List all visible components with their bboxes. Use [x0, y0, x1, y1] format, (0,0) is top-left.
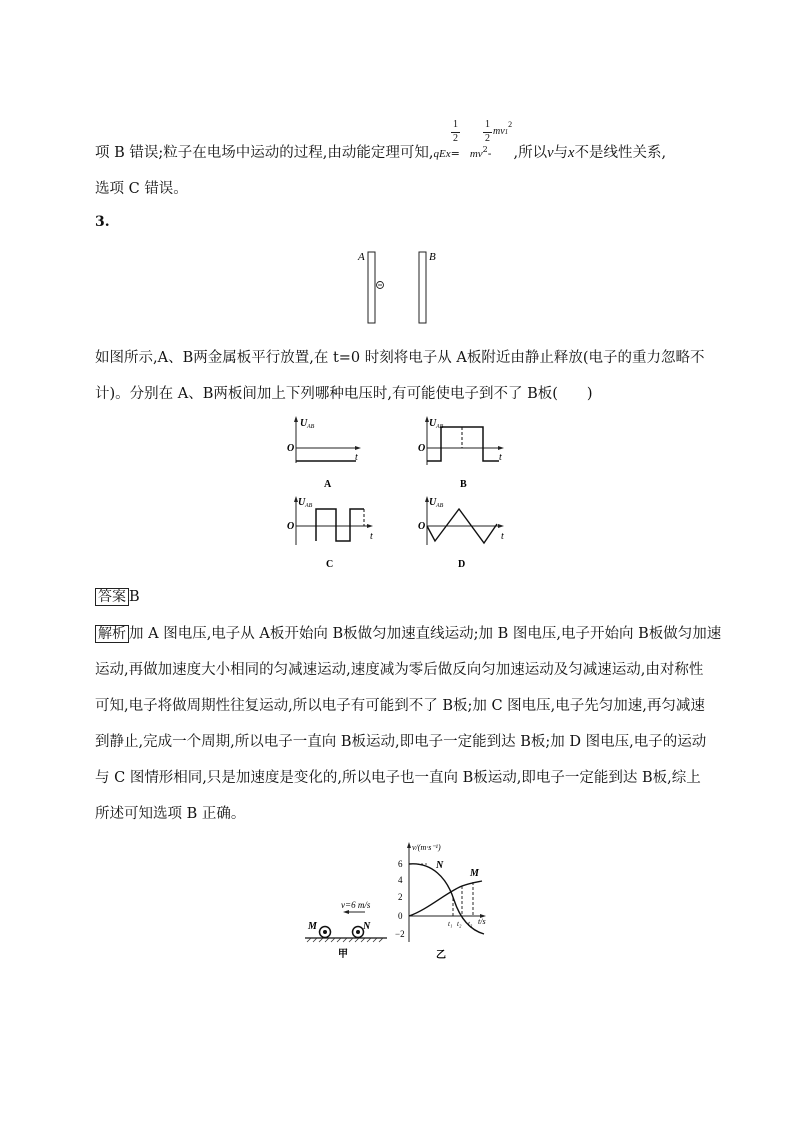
graph-d-t-arrow — [498, 524, 504, 528]
analysis-line2: 运动,再做加速度大小相同的匀减速运动,速度减为零后做反向匀加速运动及匀减速运动,由对称性 — [95, 662, 704, 678]
yi-curve-m — [409, 881, 482, 916]
yi-curve-m-label: M — [470, 868, 479, 879]
yi-tick-2: 2 — [398, 892, 403, 902]
graph-d-t-label: t — [501, 531, 504, 542]
yi-t2-label: t₂ — [457, 920, 462, 928]
graph-d-y-sub: AB — [436, 503, 444, 509]
figure-jia-caption: 甲 — [338, 949, 348, 960]
graph-option-a — [284, 413, 374, 493]
graph-a-t-arrow — [355, 446, 361, 450]
graph-b-caption: B — [460, 479, 467, 490]
graph-c-caption: C — [326, 559, 334, 570]
eq-equals: = — [450, 147, 460, 160]
yi-v-label: v/(m·s⁻¹) — [412, 843, 441, 852]
graph-a-t-label: t — [355, 452, 358, 463]
plate-b-label: B — [429, 251, 436, 263]
velocity-arrow-head — [343, 910, 349, 914]
graph-b-origin: O — [418, 443, 426, 454]
ball-m-center — [323, 930, 327, 934]
yi-t3-label: t₃ — [468, 920, 473, 928]
var-v: v — [547, 145, 554, 161]
answer-label: 答案 — [95, 588, 129, 606]
half-denominator-1: 2 — [453, 133, 458, 144]
eq-mv1 — [493, 120, 513, 137]
word-yu: 与 — [553, 145, 569, 161]
yi-tick-neg2: −2 — [395, 929, 405, 939]
graph-a-origin: O — [287, 443, 295, 454]
plate-b — [419, 252, 426, 323]
speed-label: v=6 m/s — [341, 900, 371, 910]
graph-b-y-label: U — [429, 418, 437, 429]
yi-t-label: t/s — [478, 917, 486, 926]
question-line2: 计)。分别在 A、B两板间加上下列哪种电压时,有可能使电子到不了 B板( ) — [95, 386, 593, 402]
graph-b-t-label: t — [499, 452, 502, 463]
answer-value: B — [129, 589, 140, 605]
graph-d-origin: O — [418, 521, 426, 532]
graph-option-b — [415, 413, 510, 493]
yi-t1-label: t₁ — [448, 920, 453, 928]
eq-mv-square: 2 — [482, 145, 488, 154]
graph-a-y-label: U — [300, 418, 308, 429]
graph-a-y-sub: AB — [307, 424, 315, 430]
graph-b-waveform — [427, 427, 499, 461]
graph-d-y-label: U — [429, 497, 437, 508]
graph-b-y-sub: AB — [436, 424, 444, 430]
graph-c-y-sub: AB — [305, 503, 313, 509]
graph-a-caption: A — [324, 479, 332, 490]
graph-c-t-label: t — [370, 531, 373, 542]
para1-text-b: ,所以 — [513, 145, 548, 161]
ball-n-label: N — [363, 921, 371, 932]
graph-c-y-label: U — [298, 497, 306, 508]
eq-qe: qE — [433, 148, 446, 160]
graph-option-d — [415, 493, 510, 573]
plate-a-label: A — [358, 251, 365, 263]
ball-m-label: M — [308, 921, 317, 932]
analysis-line1 — [95, 622, 721, 643]
answer-line — [95, 586, 140, 606]
graph-option-c — [284, 493, 379, 573]
para1-text-c: 不是线性关系, — [574, 145, 667, 161]
graph-c-origin: O — [287, 521, 295, 532]
yi-tick-6: 6 — [398, 859, 403, 869]
graph-d-caption: D — [458, 559, 466, 570]
figure-jia — [303, 896, 391, 960]
eq-minus: - — [487, 147, 492, 160]
half-numerator-1: 1 — [453, 119, 458, 130]
graph-c-waveform — [316, 509, 364, 541]
plates-figure — [355, 248, 445, 328]
yi-curve-n-label: N — [436, 860, 444, 871]
var-x: x — [568, 145, 575, 161]
para1-line1 — [95, 141, 666, 162]
para1-line2: 选项 C 错误。 — [95, 181, 188, 197]
eq-v1-square: 2 — [508, 120, 513, 129]
half-denominator-2: 2 — [485, 133, 490, 144]
graph-a-y-arrow — [294, 416, 298, 422]
para1-text-a: 项 B 错误;粒子在电场中运动的过程,由动能定理可知, — [95, 145, 434, 161]
analysis-text-1: 加 A 图电压,电子从 A板开始向 B板做匀加速直线运动;加 B 图电压,电子开始向 B板做匀加速 — [129, 626, 722, 642]
eq-x: x — [445, 148, 451, 160]
half-numerator-2: 1 — [485, 119, 490, 130]
graph-b-t-arrow — [498, 446, 504, 450]
question-number: 3. — [95, 214, 110, 230]
analysis-line6: 所述可知选项 B 正确。 — [95, 806, 246, 822]
analysis-line4: 到静止,完成一个周期,所以电子一直向 B板运动,即电子一定能到达 B板;加 D 图电压,电子的运动 — [95, 734, 707, 750]
figure-yi-caption: 乙 — [436, 950, 446, 961]
analysis-line3: 可知,电子将做周期性往复运动,所以电子有可能到不了 B板;加 C 图电压,电子先匀加速,再匀减速 — [95, 698, 705, 714]
analysis-label: 解析 — [95, 625, 129, 643]
yi-tick-0: 0 — [398, 911, 403, 921]
graph-c-t-arrow — [367, 524, 373, 528]
eq-v1-subscript: 1 — [504, 128, 509, 136]
plate-a — [368, 252, 375, 323]
eq-mv1-text: mv — [493, 126, 505, 137]
eq-mv: mv — [469, 148, 483, 160]
analysis-line5: 与 C 图情形相同,只是加速度是变化的,所以电子也一直向 B板运动,即电子一定能到达 B板,综上 — [95, 770, 701, 786]
yi-tick-4: 4 — [398, 875, 403, 885]
ball-n-center — [356, 930, 360, 934]
yi-v-arrow — [407, 842, 411, 848]
question-line1: 如图所示,A、B两金属板平行放置,在 t=0 时刻将电子从 A板附近由静止释放(电子的重力忽略不 — [95, 350, 705, 366]
figure-yi — [392, 838, 497, 962]
